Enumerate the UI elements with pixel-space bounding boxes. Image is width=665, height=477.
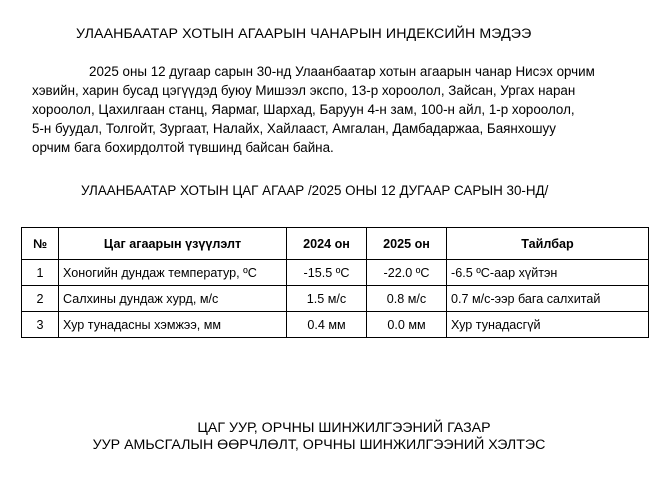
footer: [0, 420, 665, 454]
cell-number: 2: [22, 286, 59, 312]
header-note: Тайлбар: [447, 228, 649, 260]
cell-2025: 0.0 мм: [367, 312, 447, 338]
air-quality-paragraph: [32, 62, 644, 157]
paragraph-line: орчим бага бохирдолтой түвшинд байсан байна.: [32, 140, 334, 155]
footer-agency: ЦАГ УУР, ОРЧНЫ ШИНЖИЛГЭЭНИЙ ГАЗАР: [197, 420, 491, 436]
table-row: [22, 312, 649, 338]
table-row: [22, 286, 649, 312]
header-2025: 2025 он: [367, 228, 447, 260]
cell-2024: 1.5 м/с: [287, 286, 367, 312]
header-number: №: [22, 228, 59, 260]
cell-number: 1: [22, 260, 59, 286]
cell-2024: 0.4 мм: [287, 312, 367, 338]
paragraph-line: хэвийн, харин бусад цэгүүдэд буюу Мишээл экспо, 13-р хороолол, Зайсан, Ургах наран: [32, 83, 576, 98]
paragraph-line: хороолол, Цахилгаан станц, Яармаг, Шархад, Баруун 4-н зам, 100-н айл, 1-р хороолол,: [32, 102, 575, 117]
cell-note: 0.7 м/с-ээр бага салхитай: [447, 286, 649, 312]
cell-indicator: Хоногийн дундаж температур, ºC: [59, 260, 287, 286]
header-2024: 2024 он: [287, 228, 367, 260]
paragraph-line: 5-н буудал, Толгойт, Зургаат, Налайх, Хайлааст, Амгалан, Дамбадаржаа, Баянхошуу: [32, 121, 556, 136]
cell-2025: 0.8 м/с: [367, 286, 447, 312]
cell-2025: -22.0 ºC: [367, 260, 447, 286]
table-row: [22, 260, 649, 286]
footer-division: УУР АМЬСГАЛЫН ӨӨРЧЛӨЛТ, ОРЧНЫ ШИНЖИЛГЭЭНИЙ ХЭЛТЭС: [92, 437, 546, 453]
cell-note: -6.5 ºC-аар хүйтэн: [447, 260, 649, 286]
table-header-row: [22, 228, 649, 260]
document-title: УЛААНБААТАР ХОТЫН АГААРЫН ЧАНАРЫН ИНДЕКСИЙН МЭДЭЭ: [76, 26, 532, 42]
cell-indicator: Хур тунадасны хэмжээ, мм: [59, 312, 287, 338]
weather-table: [21, 227, 649, 338]
paragraph-line: 2025 оны 12 дугаар сарын 30-нд Улаанбаатар хотын агаарын чанар Нисэх орчим: [89, 64, 595, 79]
cell-2024: -15.5 ºC: [287, 260, 367, 286]
cell-indicator: Салхины дундаж хурд, м/с: [59, 286, 287, 312]
weather-section-title: УЛААНБААТАР ХОТЫН ЦАГ АГААР /2025 ОНЫ 12 ДУГААР САРЫН 30-НД/: [81, 183, 549, 198]
header-indicator: Цаг агаарын үзүүлэлт: [59, 228, 287, 260]
cell-number: 3: [22, 312, 59, 338]
cell-note: Хур тунадасгүй: [447, 312, 649, 338]
